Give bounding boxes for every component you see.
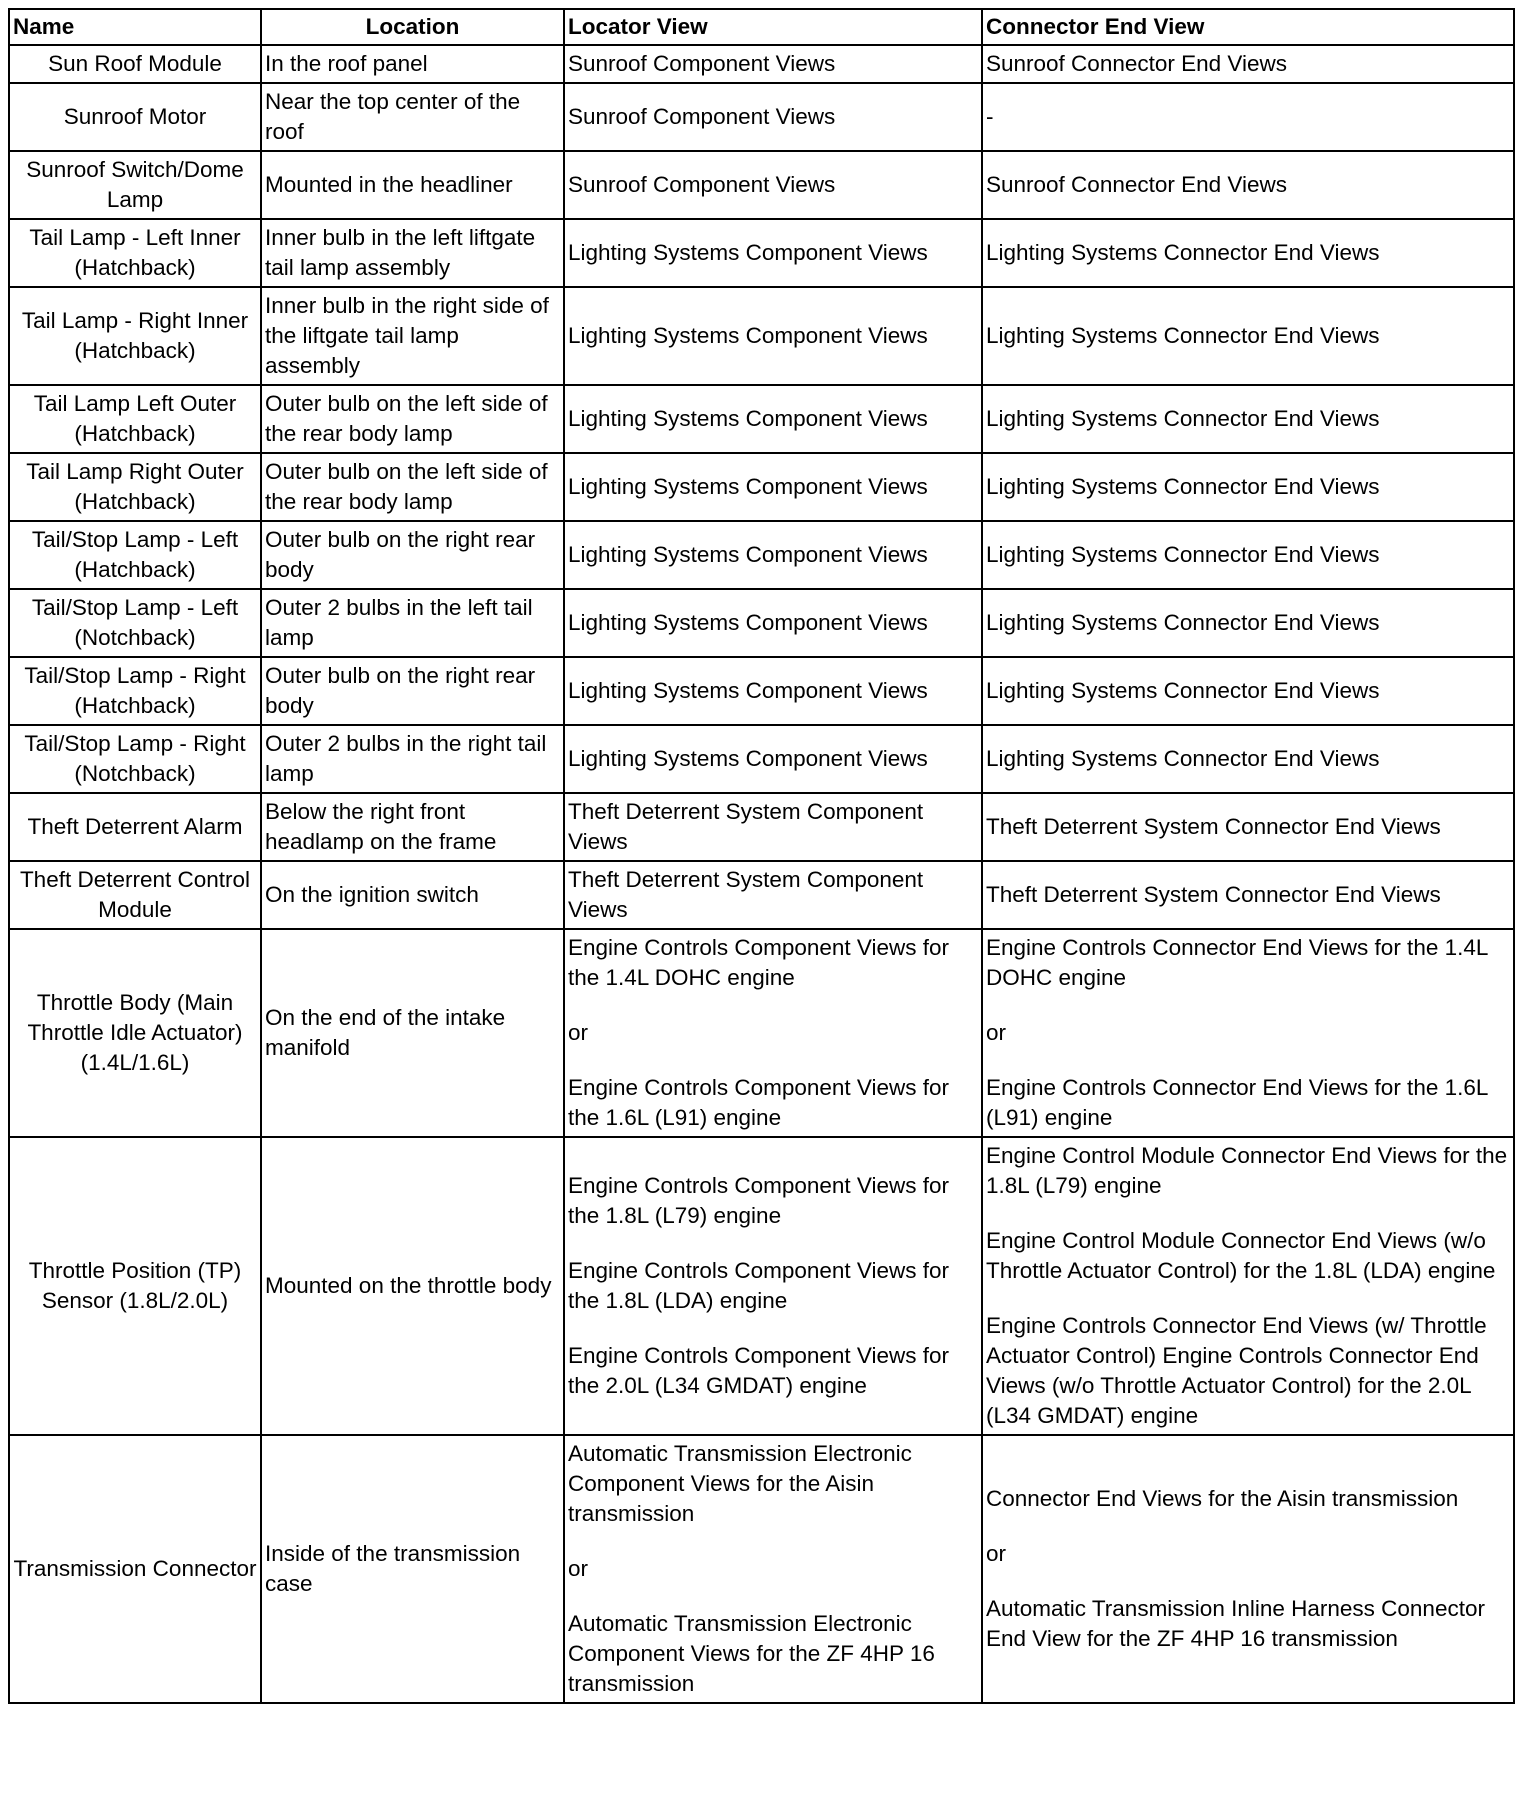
locator-view-entry: Sunroof Component Views — [568, 172, 836, 197]
table-row — [9, 657, 1514, 725]
cell-location: Inside of the transmission case — [261, 1435, 564, 1703]
connector-end-view-entry: Theft Deterrent System Connector End Views — [986, 814, 1441, 839]
cell-location: Outer bulb on the right rear body — [261, 521, 564, 589]
cell-connector-end-view — [982, 151, 1514, 219]
connector-end-view-entry: Engine Controls Connector End Views for the 1.4L DOHC engine — [986, 935, 1488, 990]
cell-name: Throttle Body (Main Throttle Idle Actuator) (1.4L/1.6L) — [9, 929, 261, 1137]
table-row — [9, 83, 1514, 151]
table-row — [9, 861, 1514, 929]
cell-connector-end-view — [982, 793, 1514, 861]
cell-locator-view — [564, 385, 982, 453]
cell-locator-view — [564, 1435, 982, 1703]
table-row — [9, 521, 1514, 589]
locator-view-entry: Theft Deterrent System Component Views — [568, 867, 924, 922]
cell-location: Mounted on the throttle body — [261, 1137, 564, 1435]
cell-connector-end-view — [982, 287, 1514, 385]
locator-view-entry: Sunroof Component Views — [568, 104, 836, 129]
cell-connector-end-view — [982, 1137, 1514, 1435]
locator-view-entry: Engine Controls Component Views for the 1.6L (L91) engine — [568, 1075, 950, 1130]
cell-locator-view — [564, 589, 982, 657]
cell-name: Transmission Connector — [9, 1435, 261, 1703]
connector-end-view-entry: Sunroof Connector End Views — [986, 51, 1288, 76]
locator-view-entry: or — [568, 1556, 589, 1581]
table-row — [9, 453, 1514, 521]
cell-name: Tail/Stop Lamp - Right (Hatchback) — [9, 657, 261, 725]
cell-connector-end-view — [982, 861, 1514, 929]
cell-name: Tail/Stop Lamp - Left (Notchback) — [9, 589, 261, 657]
cell-name: Tail/Stop Lamp - Right (Notchback) — [9, 725, 261, 793]
component-locator-table — [8, 8, 1515, 1704]
connector-end-view-entry: Lighting Systems Connector End Views — [986, 323, 1380, 348]
table-row — [9, 793, 1514, 861]
locator-view-entry: Engine Controls Component Views for the 2.0L (L34 GMDAT) engine — [568, 1343, 950, 1398]
connector-end-view-entry: Lighting Systems Connector End Views — [986, 610, 1380, 635]
locator-view-entry: or — [568, 1020, 589, 1045]
locator-view-entry: Lighting Systems Component Views — [568, 406, 928, 431]
cell-location: Inner bulb in the left liftgate tail lamp assembly — [261, 219, 564, 287]
locator-view-entry: Lighting Systems Component Views — [568, 240, 928, 265]
cell-connector-end-view — [982, 929, 1514, 1137]
cell-locator-view — [564, 725, 982, 793]
cell-location: Outer bulb on the right rear body — [261, 657, 564, 725]
header-location: Location — [261, 9, 564, 45]
cell-name: Theft Deterrent Alarm — [9, 793, 261, 861]
cell-connector-end-view — [982, 1435, 1514, 1703]
cell-locator-view — [564, 151, 982, 219]
table-body — [9, 45, 1514, 1703]
cell-name: Tail Lamp - Left Inner (Hatchback) — [9, 219, 261, 287]
locator-view-entry: Engine Controls Component Views for the 1.8L (LDA) engine — [568, 1258, 950, 1313]
cell-location: Near the top center of the roof — [261, 83, 564, 151]
cell-location: Outer 2 bulbs in the left tail lamp — [261, 589, 564, 657]
connector-end-view-entry: Lighting Systems Connector End Views — [986, 240, 1380, 265]
locator-view-entry: Lighting Systems Component Views — [568, 323, 928, 348]
locator-view-entry: Automatic Transmission Electronic Component Views for the Aisin transmission — [568, 1441, 912, 1526]
locator-view-entry: Engine Controls Component Views for the 1.8L (L79) engine — [568, 1173, 950, 1228]
cell-name: Tail Lamp Left Outer (Hatchback) — [9, 385, 261, 453]
cell-name: Tail Lamp Right Outer (Hatchback) — [9, 453, 261, 521]
cell-location: On the end of the intake manifold — [261, 929, 564, 1137]
table-row — [9, 385, 1514, 453]
connector-end-view-entry: - — [986, 104, 994, 129]
cell-connector-end-view — [982, 45, 1514, 83]
connector-end-view-entry: Lighting Systems Connector End Views — [986, 746, 1380, 771]
cell-location: Outer 2 bulbs in the right tail lamp — [261, 725, 564, 793]
locator-view-entry: Lighting Systems Component Views — [568, 542, 928, 567]
cell-connector-end-view — [982, 657, 1514, 725]
cell-location: Outer bulb on the left side of the rear body lamp — [261, 453, 564, 521]
table-row — [9, 725, 1514, 793]
header-connector-end-view: Connector End View — [982, 9, 1514, 45]
connector-end-view-entry: Sunroof Connector End Views — [986, 172, 1288, 197]
connector-end-view-entry: Engine Control Module Connector End Views (w/o Throttle Actuator Control) for the 1.8L (LDA) engine — [986, 1228, 1496, 1283]
table-row — [9, 929, 1514, 1137]
connector-end-view-entry: Lighting Systems Connector End Views — [986, 678, 1380, 703]
cell-locator-view — [564, 657, 982, 725]
cell-location: Outer bulb on the left side of the rear body lamp — [261, 385, 564, 453]
cell-location: Inner bulb in the right side of the liftgate tail lamp assembly — [261, 287, 564, 385]
connector-end-view-entry: Engine Controls Connector End Views (w/ Throttle Actuator Control) Engine Controls Connector End Views (w/o Throttle Actuator Control) for the 2.0L (L34 GMDAT) engine — [986, 1313, 1487, 1428]
cell-locator-view — [564, 1137, 982, 1435]
table-row — [9, 151, 1514, 219]
connector-end-view-entry: Theft Deterrent System Connector End Views — [986, 882, 1441, 907]
connector-end-view-entry: Automatic Transmission Inline Harness Connector End View for the ZF 4HP 16 transmission — [986, 1596, 1485, 1651]
table-row — [9, 287, 1514, 385]
table-row — [9, 45, 1514, 83]
cell-locator-view — [564, 929, 982, 1137]
cell-locator-view — [564, 45, 982, 83]
table-row — [9, 219, 1514, 287]
cell-name: Sunroof Switch/Dome Lamp — [9, 151, 261, 219]
connector-end-view-entry: Lighting Systems Connector End Views — [986, 406, 1380, 431]
header-locator-view: Locator View — [564, 9, 982, 45]
table-row — [9, 1137, 1514, 1435]
cell-name: Tail Lamp - Right Inner (Hatchback) — [9, 287, 261, 385]
cell-name: Sun Roof Module — [9, 45, 261, 83]
cell-name: Tail/Stop Lamp - Left (Hatchback) — [9, 521, 261, 589]
connector-end-view-entry: or — [986, 1020, 1007, 1045]
cell-locator-view — [564, 521, 982, 589]
cell-location: On the ignition switch — [261, 861, 564, 929]
locator-view-entry: Lighting Systems Component Views — [568, 746, 928, 771]
header-name: Name — [9, 9, 261, 45]
cell-connector-end-view — [982, 385, 1514, 453]
cell-name: Sunroof Motor — [9, 83, 261, 151]
cell-connector-end-view — [982, 453, 1514, 521]
cell-name: Theft Deterrent Control Module — [9, 861, 261, 929]
cell-locator-view — [564, 793, 982, 861]
cell-locator-view — [564, 287, 982, 385]
cell-connector-end-view — [982, 83, 1514, 151]
cell-connector-end-view — [982, 725, 1514, 793]
locator-view-entry: Lighting Systems Component Views — [568, 678, 928, 703]
connector-end-view-entry: Engine Controls Connector End Views for the 1.6L (L91) engine — [986, 1075, 1488, 1130]
cell-connector-end-view — [982, 219, 1514, 287]
cell-name: Throttle Position (TP) Sensor (1.8L/2.0L) — [9, 1137, 261, 1435]
connector-end-view-entry: Engine Control Module Connector End Views for the 1.8L (L79) engine — [986, 1143, 1508, 1198]
cell-locator-view — [564, 453, 982, 521]
locator-view-entry: Automatic Transmission Electronic Component Views for the ZF 4HP 16 transmission — [568, 1611, 935, 1696]
locator-view-entry: Engine Controls Component Views for the 1.4L DOHC engine — [568, 935, 950, 990]
cell-location: Mounted in the headliner — [261, 151, 564, 219]
header-row — [9, 9, 1514, 45]
cell-connector-end-view — [982, 521, 1514, 589]
connector-end-view-entry: Lighting Systems Connector End Views — [986, 474, 1380, 499]
locator-view-entry: Sunroof Component Views — [568, 51, 836, 76]
connector-end-view-entry: or — [986, 1541, 1007, 1566]
cell-locator-view — [564, 861, 982, 929]
connector-end-view-entry: Connector End Views for the Aisin transmission — [986, 1486, 1459, 1511]
cell-locator-view — [564, 219, 982, 287]
locator-view-entry: Lighting Systems Component Views — [568, 610, 928, 635]
cell-location: Below the right front headlamp on the frame — [261, 793, 564, 861]
cell-location: In the roof panel — [261, 45, 564, 83]
table-row — [9, 589, 1514, 657]
cell-locator-view — [564, 83, 982, 151]
locator-view-entry: Theft Deterrent System Component Views — [568, 799, 924, 854]
locator-view-entry: Lighting Systems Component Views — [568, 474, 928, 499]
connector-end-view-entry: Lighting Systems Connector End Views — [986, 542, 1380, 567]
cell-connector-end-view — [982, 589, 1514, 657]
table-row — [9, 1435, 1514, 1703]
